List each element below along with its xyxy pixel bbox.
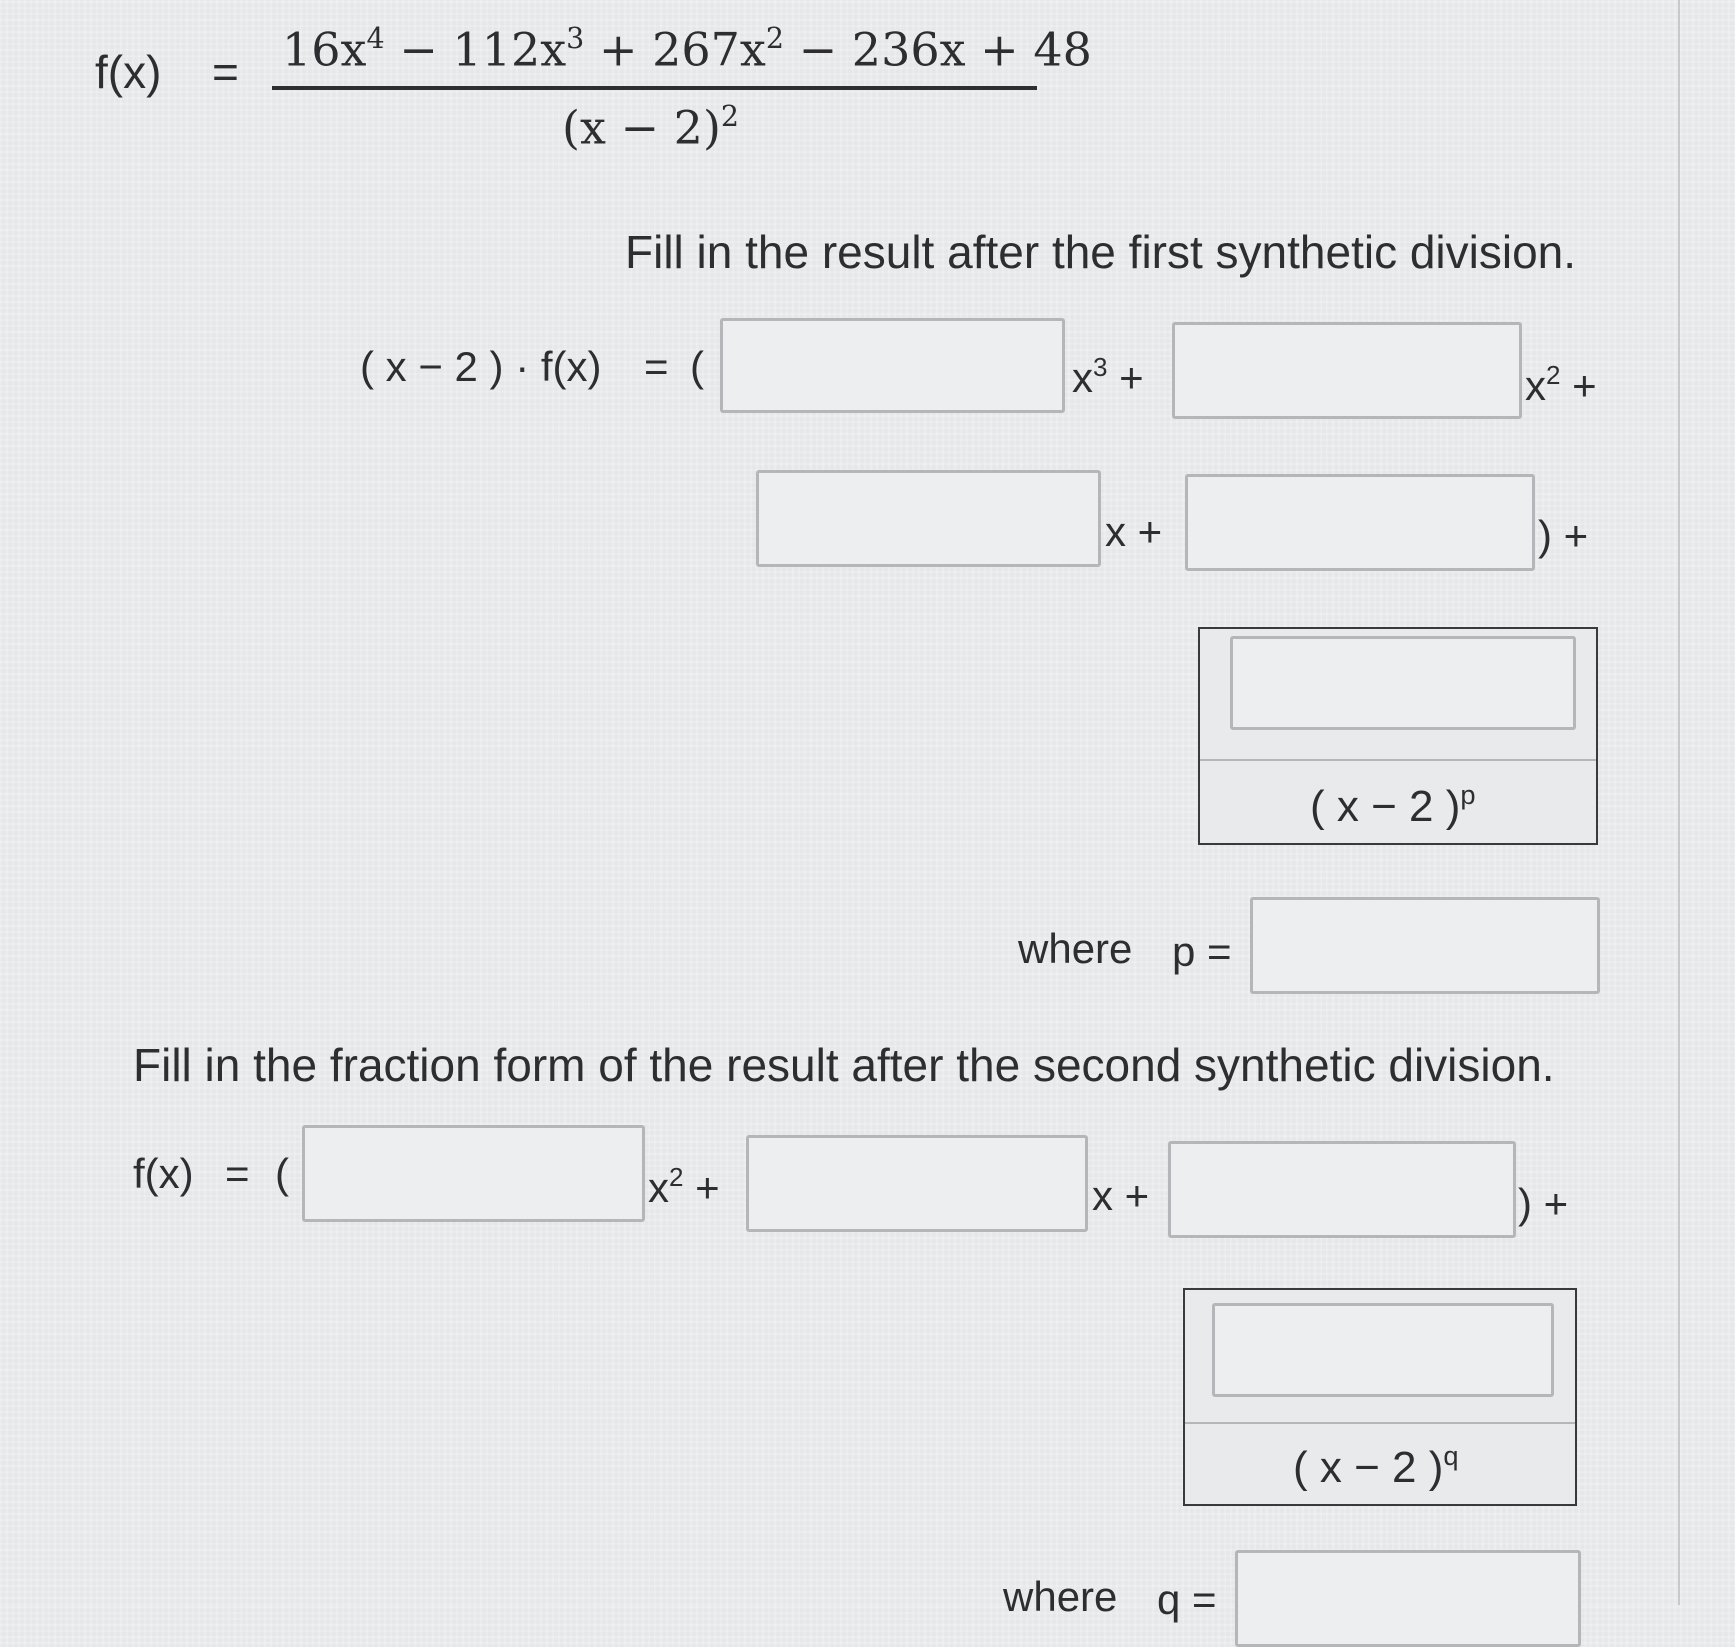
part1-lhs: ( x − 2 ) · f(x)	[360, 343, 602, 390]
part1-fraction-denominator	[1310, 779, 1476, 832]
part2-fraction-denominator	[1293, 1440, 1459, 1493]
denominator	[562, 100, 739, 155]
x3-exponent: 3	[1093, 352, 1108, 382]
part2-open-paren: (	[275, 1150, 289, 1197]
numerator-exponent: 2	[765, 22, 785, 55]
part2-equals: =	[225, 1150, 250, 1197]
part2-q-input[interactable]	[1235, 1550, 1581, 1647]
part1-x1-coefficient-input[interactable]	[756, 470, 1101, 567]
numerator-term: 16x	[282, 22, 367, 77]
x2-var: x	[1525, 362, 1546, 410]
fraction-bar	[272, 86, 1037, 90]
denominator-power-p: p	[1460, 779, 1476, 810]
fraction-divider	[1185, 1422, 1575, 1424]
x2-exponent: 2	[1546, 360, 1561, 390]
part2-constant-input[interactable]	[1168, 1141, 1516, 1238]
equals-sign: =	[212, 46, 239, 98]
part1-remainder-fraction	[1198, 627, 1598, 845]
numerator-exponent: 4	[366, 22, 385, 55]
numerator-term: + 267x	[584, 22, 766, 77]
part2-x1-coefficient-input[interactable]	[746, 1135, 1088, 1232]
x3-plus: +	[1119, 354, 1144, 402]
part1-instruction: Fill in the result after the first synthetic division.	[625, 226, 1577, 278]
part1-equals: =	[644, 343, 669, 390]
denominator-base: ( x − 2 )	[1310, 781, 1461, 831]
part2-where-label: where	[1003, 1573, 1118, 1620]
x2-plus: +	[695, 1164, 720, 1212]
part1-p-equals: p =	[1172, 928, 1232, 975]
denominator-base: (x − 2)	[562, 100, 721, 155]
numerator-exponent: 3	[566, 22, 585, 55]
x2-plus: +	[1572, 362, 1597, 410]
part1-x3-coefficient-input[interactable]	[720, 318, 1065, 413]
part1-remainder-input[interactable]	[1230, 636, 1576, 730]
part2-q-equals: q =	[1157, 1576, 1217, 1623]
part2-x2-term	[648, 1162, 720, 1212]
part2-remainder-fraction	[1183, 1288, 1577, 1506]
part1-close-paren-plus: ) +	[1538, 512, 1589, 559]
numerator	[282, 22, 1092, 77]
part2-x2-coefficient-input[interactable]	[302, 1125, 645, 1222]
denominator-exponent: 2	[720, 100, 740, 133]
part1-x2-coefficient-input[interactable]	[1172, 322, 1522, 419]
fraction-divider	[1200, 759, 1596, 761]
part1-where-label: where	[1018, 925, 1133, 972]
fx-label: f(x)	[95, 46, 162, 98]
part1-constant-input[interactable]	[1185, 474, 1535, 571]
numerator-term: − 112x	[384, 22, 567, 77]
x2-var: x	[648, 1164, 669, 1212]
part1-x-term: x +	[1105, 508, 1163, 555]
denominator-base: ( x − 2 )	[1293, 1442, 1444, 1492]
part2-close-paren-plus: ) +	[1518, 1180, 1569, 1227]
part1-x2-term	[1525, 360, 1597, 410]
numerator-term: − 236x + 48	[784, 22, 1092, 77]
part2-remainder-input[interactable]	[1212, 1303, 1554, 1397]
part1-x3-term	[1072, 352, 1144, 402]
x3-var: x	[1072, 354, 1093, 402]
part1-p-input[interactable]	[1250, 897, 1600, 994]
part2-lhs: f(x)	[133, 1150, 194, 1197]
part2-x-term: x +	[1092, 1172, 1150, 1219]
denominator-power-q: q	[1443, 1440, 1459, 1471]
part2-instruction: Fill in the fraction form of the result after the second synthetic division.	[133, 1039, 1555, 1091]
x2-exponent: 2	[669, 1162, 684, 1192]
part1-open-paren: (	[690, 343, 704, 390]
page-edge	[1678, 0, 1680, 1605]
